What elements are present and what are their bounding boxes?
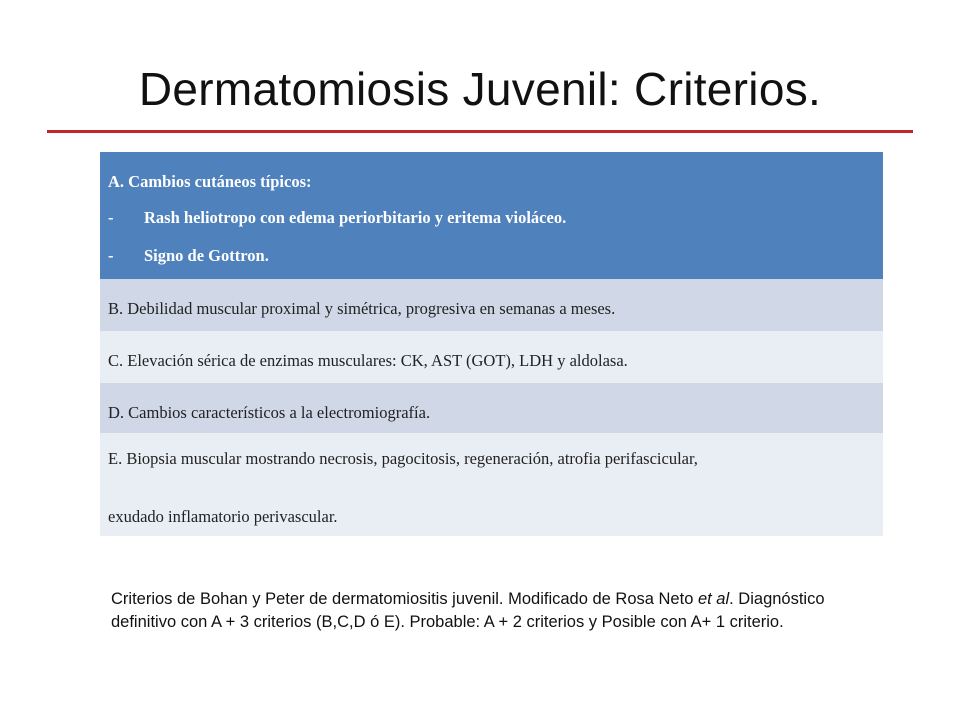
title-divider (47, 130, 913, 133)
criterion-a-heading: A. Cambios cutáneos típicos: (108, 172, 312, 191)
bullet-dash: - (108, 208, 114, 227)
criteria-row-a (100, 152, 883, 279)
criterion-e-text-line1: E. Biopsia muscular mostrando necrosis, pagocitosis, regeneración, atrofia perifascicular, (108, 449, 698, 468)
criterion-a-item-text: Rash heliotropo con edema periorbitario y eritema violáceo. (144, 208, 567, 227)
criteria-table (100, 152, 883, 536)
caption-italic: et al (697, 590, 730, 608)
criterion-a-item-text: Signo de Gottron. (144, 246, 269, 265)
caption-text: . Diagnóstico definitivo con A + 3 criterios (B,C,D ó E). Probable: A + 2 criterios y Posible con A+ 1 criterio. (111, 590, 825, 631)
bullet-dash: - (108, 246, 114, 265)
source-caption (111, 588, 871, 634)
criterion-a-item (108, 246, 269, 266)
criteria-row-d (100, 383, 883, 433)
criteria-row-c (100, 331, 883, 383)
criterion-c-text: C. Elevación sérica de enzimas musculares: CK, AST (GOT), LDH y aldolasa. (108, 351, 628, 370)
caption-text: Criterios de Bohan y Peter de dermatomiositis juvenil. Modificado de Rosa Neto (111, 590, 698, 608)
criterion-a-item (108, 208, 566, 228)
criteria-row-e (100, 433, 883, 536)
criteria-row-b (100, 279, 883, 331)
criterion-e-text-line2: exudado inflamatorio perivascular. (108, 507, 338, 526)
criterion-b-text: B. Debilidad muscular proximal y simétrica, progresiva en semanas a meses. (108, 299, 616, 318)
slide-title: Dermatomiosis Juvenil: Criterios. (138, 63, 822, 115)
criterion-d-text: D. Cambios característicos a la electromiografía. (108, 403, 431, 422)
